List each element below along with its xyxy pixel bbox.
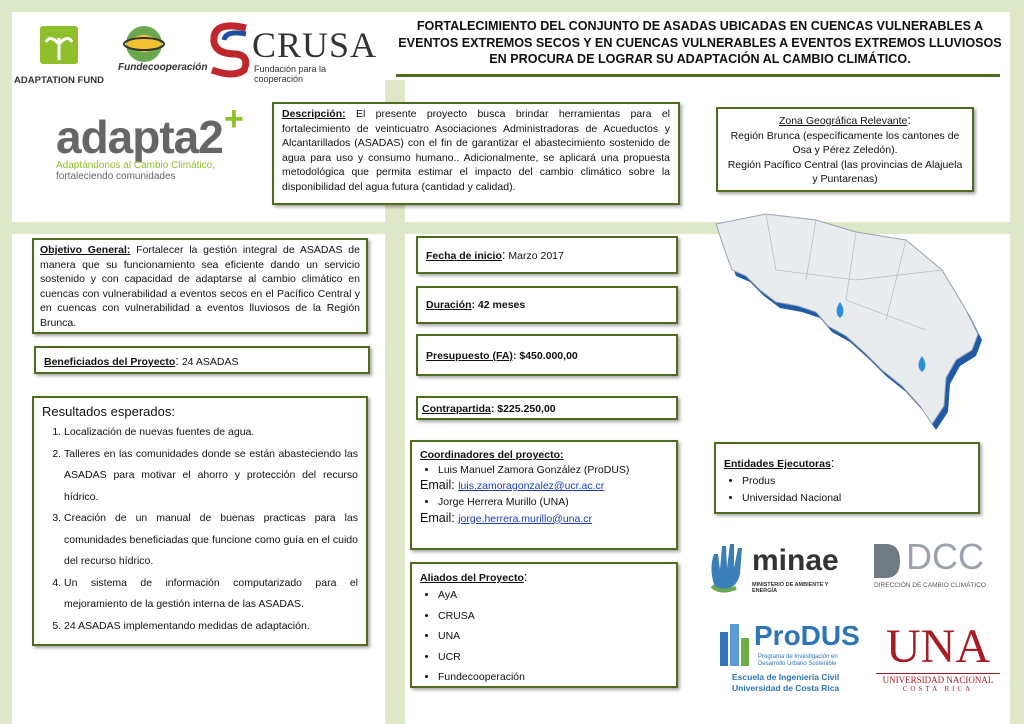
contrapartida-label: Contrapartida (422, 403, 491, 415)
zona-box (716, 107, 974, 192)
una-sub-2: COSTA RICA (902, 685, 974, 693)
produs-sub-3: Escuela de Ingeniería Civil (732, 672, 840, 682)
crusa-sub: Fundación para la cooperación (254, 64, 327, 84)
presupuesto-label: Presupuesto (FA) (426, 350, 513, 362)
dcc-leaf-icon (872, 542, 902, 580)
resultados-list (42, 422, 358, 637)
una-logo (872, 622, 1004, 698)
list-item: 4. Un sistema de información computarizado para el mejoramiento de la gestión interna de las ASADAS. (64, 573, 358, 616)
duracion-box (416, 286, 678, 324)
zona-colon: : (907, 112, 912, 127)
coordinadores-list-2 (420, 495, 668, 510)
email-link-herrera[interactable]: jorge.herrera.murillo@una.cr (458, 512, 592, 525)
zona-line-2: Región Pacífico Central (las provincias de Alajuela y Puntarenas) (727, 158, 963, 185)
entidades-colon: : (830, 455, 835, 470)
list-item: • CRUSA (438, 606, 668, 627)
beneficiados-label: Beneficiados del Proyecto (44, 356, 176, 368)
beneficiados-value: 24 ASADAS (178, 356, 239, 368)
fundecooperacion-label: Fundecooperación (118, 62, 208, 73)
list-item: • Produs (742, 473, 970, 490)
minae-logo (702, 536, 852, 598)
entidades-label: Entidades Ejecutoras (724, 458, 831, 470)
duracion-label: Duración (426, 299, 472, 311)
minae-wordmark: minae (752, 544, 839, 577)
produs-logo (718, 620, 860, 698)
buildings-icon (718, 622, 752, 668)
adaptation-fund-icon (14, 24, 104, 70)
una-divider (876, 673, 1000, 674)
list-item: 5. 24 ASADAS implementando medidas de adaptación. (64, 616, 358, 638)
produs-sub-4: Universidad de Costa Rica (732, 683, 840, 693)
adapta2-tagline-2: fortaleciendo comunidades (56, 171, 176, 182)
presupuesto-box (416, 334, 678, 376)
fecha-box (416, 236, 678, 274)
adapta2-logo (56, 100, 266, 190)
list-item: • Jorge Herrera Murillo (UNA) (438, 495, 668, 510)
costa-rica-map (706, 210, 986, 430)
adapta2-plus: + (224, 100, 244, 138)
fecha-colon: : (501, 247, 506, 262)
coordinadores-list-1 (420, 463, 668, 478)
dcc-logo (872, 536, 996, 592)
aliados-label: Aliados del Proyecto (420, 572, 524, 584)
aliados-box (410, 562, 678, 688)
adapta2-tagline-1: Adaptándonos al Cambio Climático, (56, 160, 215, 171)
email-label: Email: (420, 510, 459, 525)
aliados-list (420, 585, 668, 688)
fecha-value: Marzo 2017 (505, 250, 564, 262)
resultados-box (32, 396, 368, 646)
objetivo-label: Objetivo General: (40, 244, 131, 256)
entidades-box (714, 442, 980, 514)
globe-icon (112, 20, 182, 66)
beneficiados-box (34, 346, 370, 374)
presupuesto-value: : $450.000,00 (512, 350, 578, 362)
produs-sub-2: Desarrollo Urbano Sostenible (758, 661, 837, 667)
crusa-logo (206, 20, 378, 84)
hand-icon (706, 540, 750, 596)
list-item: • UNA (438, 626, 668, 647)
fecha-label: Fecha de inicio (426, 250, 502, 262)
map-icon (706, 210, 986, 430)
dcc-sub: DIRECCIÓN DE CAMBIO CLIMÁTICO (874, 582, 986, 589)
minae-sub: MINISTERIO DE AMBIENTE Y ENERGÍA (752, 582, 829, 594)
list-item: • Universidad Nacional (742, 490, 970, 507)
contrapartida-value: : $225.250,00 (490, 403, 556, 415)
resultados-title: Resultados esperados: (42, 404, 175, 419)
list-item: • Fundecooperación (438, 667, 668, 688)
bg-band-left (0, 0, 12, 724)
list-item: • UCR (438, 647, 668, 668)
objetivo-box (32, 238, 368, 334)
aliados-colon: : (523, 569, 528, 584)
zona-line-1: Región Brunca (específicamente los cantones de Osa y Pérez Zeledón). (730, 129, 960, 156)
una-sub-1: UNIVERSIDAD NACIONAL (882, 675, 994, 685)
adapta2-wordmark: adapta2 (56, 111, 223, 163)
beneficiados-colon: : (175, 353, 179, 368)
email-label: Email: (420, 478, 459, 492)
title-divider (396, 74, 1000, 77)
list-item: 1. Localización de nuevas fuentes de agua. (64, 422, 358, 444)
contrapartida-box (416, 396, 678, 420)
list-item: • AyA (438, 585, 668, 606)
email-link-zamora[interactable]: luis.zamoragonzalez@ucr.ac.cr (458, 480, 605, 492)
bg-band-right (1010, 0, 1024, 724)
coordinadores-label: Coordinadores del proyecto: (420, 449, 564, 461)
zona-label: Zona Geográfica Relevante (778, 115, 908, 127)
dcc-wordmark: DCC (906, 536, 984, 577)
email-row-2 (420, 510, 668, 528)
produs-sub-1: Programa de Investigación en (758, 654, 838, 660)
adaptation-fund-label: ADAPTATION FUND (14, 75, 104, 86)
adaptation-fund-logo (14, 24, 104, 86)
crusa-s-icon (206, 20, 254, 80)
crusa-label: CRUSA (252, 25, 378, 65)
fundecooperacion-logo (112, 20, 208, 82)
list-item: • Luis Manuel Zamora González (ProDUS) (438, 463, 668, 478)
objetivo-text: Fortalecer la gestión integral de ASADAS de manera que su funcionamiento sea eficiente dando un servicio sostenido y con capacidad de adaptarse al cambio climático en cuencas con vulnerabilidad a eventos secos en el Pacífico Central y en cuencas con vulnerabilidad a eventos lluviosos de la Región Brunca. (40, 244, 360, 329)
descripcion-box (272, 102, 680, 205)
duracion-value: : 42 meses (471, 299, 526, 311)
una-wordmark: UNA (886, 620, 990, 673)
list-item: 2. Talleres en las comunidades donde se están abasteciendo las ASADAS para motivar el ahorro y protección del recurso hídrico. (64, 444, 358, 509)
descripcion-text: El presente proyecto busca brindar herramientas para el fortalecimiento de veinticuatro Asociaciones Administradoras de Acueductos y Alcantarillados (ASADAS) con el fin de garantizar el abastecimiento sostenido de agua para uso y consumo humano.. Adicionalmente, se aplicará una propuesta metodológica que permita estimar el impacto del cambio climático sobre la disponibilidad del agua futura (cantidad y calidad). (282, 108, 670, 193)
page-title: FORTALECIMIENTO DEL CONJUNTO DE ASADAS UBICADAS EN CUENCAS VULNERABLES A EVENTOS EXTREMOS SECOS Y EN CUENCAS VULNERABLES A EVENTOS EXTREMOS LLUVIOSOS EN PROCURA DE LOGRAR SU ADAPTACIÓN AL CAMBIO CLIMÁTICO. (398, 19, 1002, 66)
descripcion-label: Descripción: (282, 108, 346, 120)
coordinadores-box (410, 440, 678, 550)
bg-band-top (0, 0, 1024, 12)
list-item: 3. Creación de un manual de buenas practicas para las comunidades beneficiadas que funcione como guía en el cuido del recurso hídrico. (64, 508, 358, 573)
entidades-list (724, 473, 970, 507)
email-row-1 (420, 477, 668, 495)
produs-wordmark: ProDUS (754, 620, 860, 651)
